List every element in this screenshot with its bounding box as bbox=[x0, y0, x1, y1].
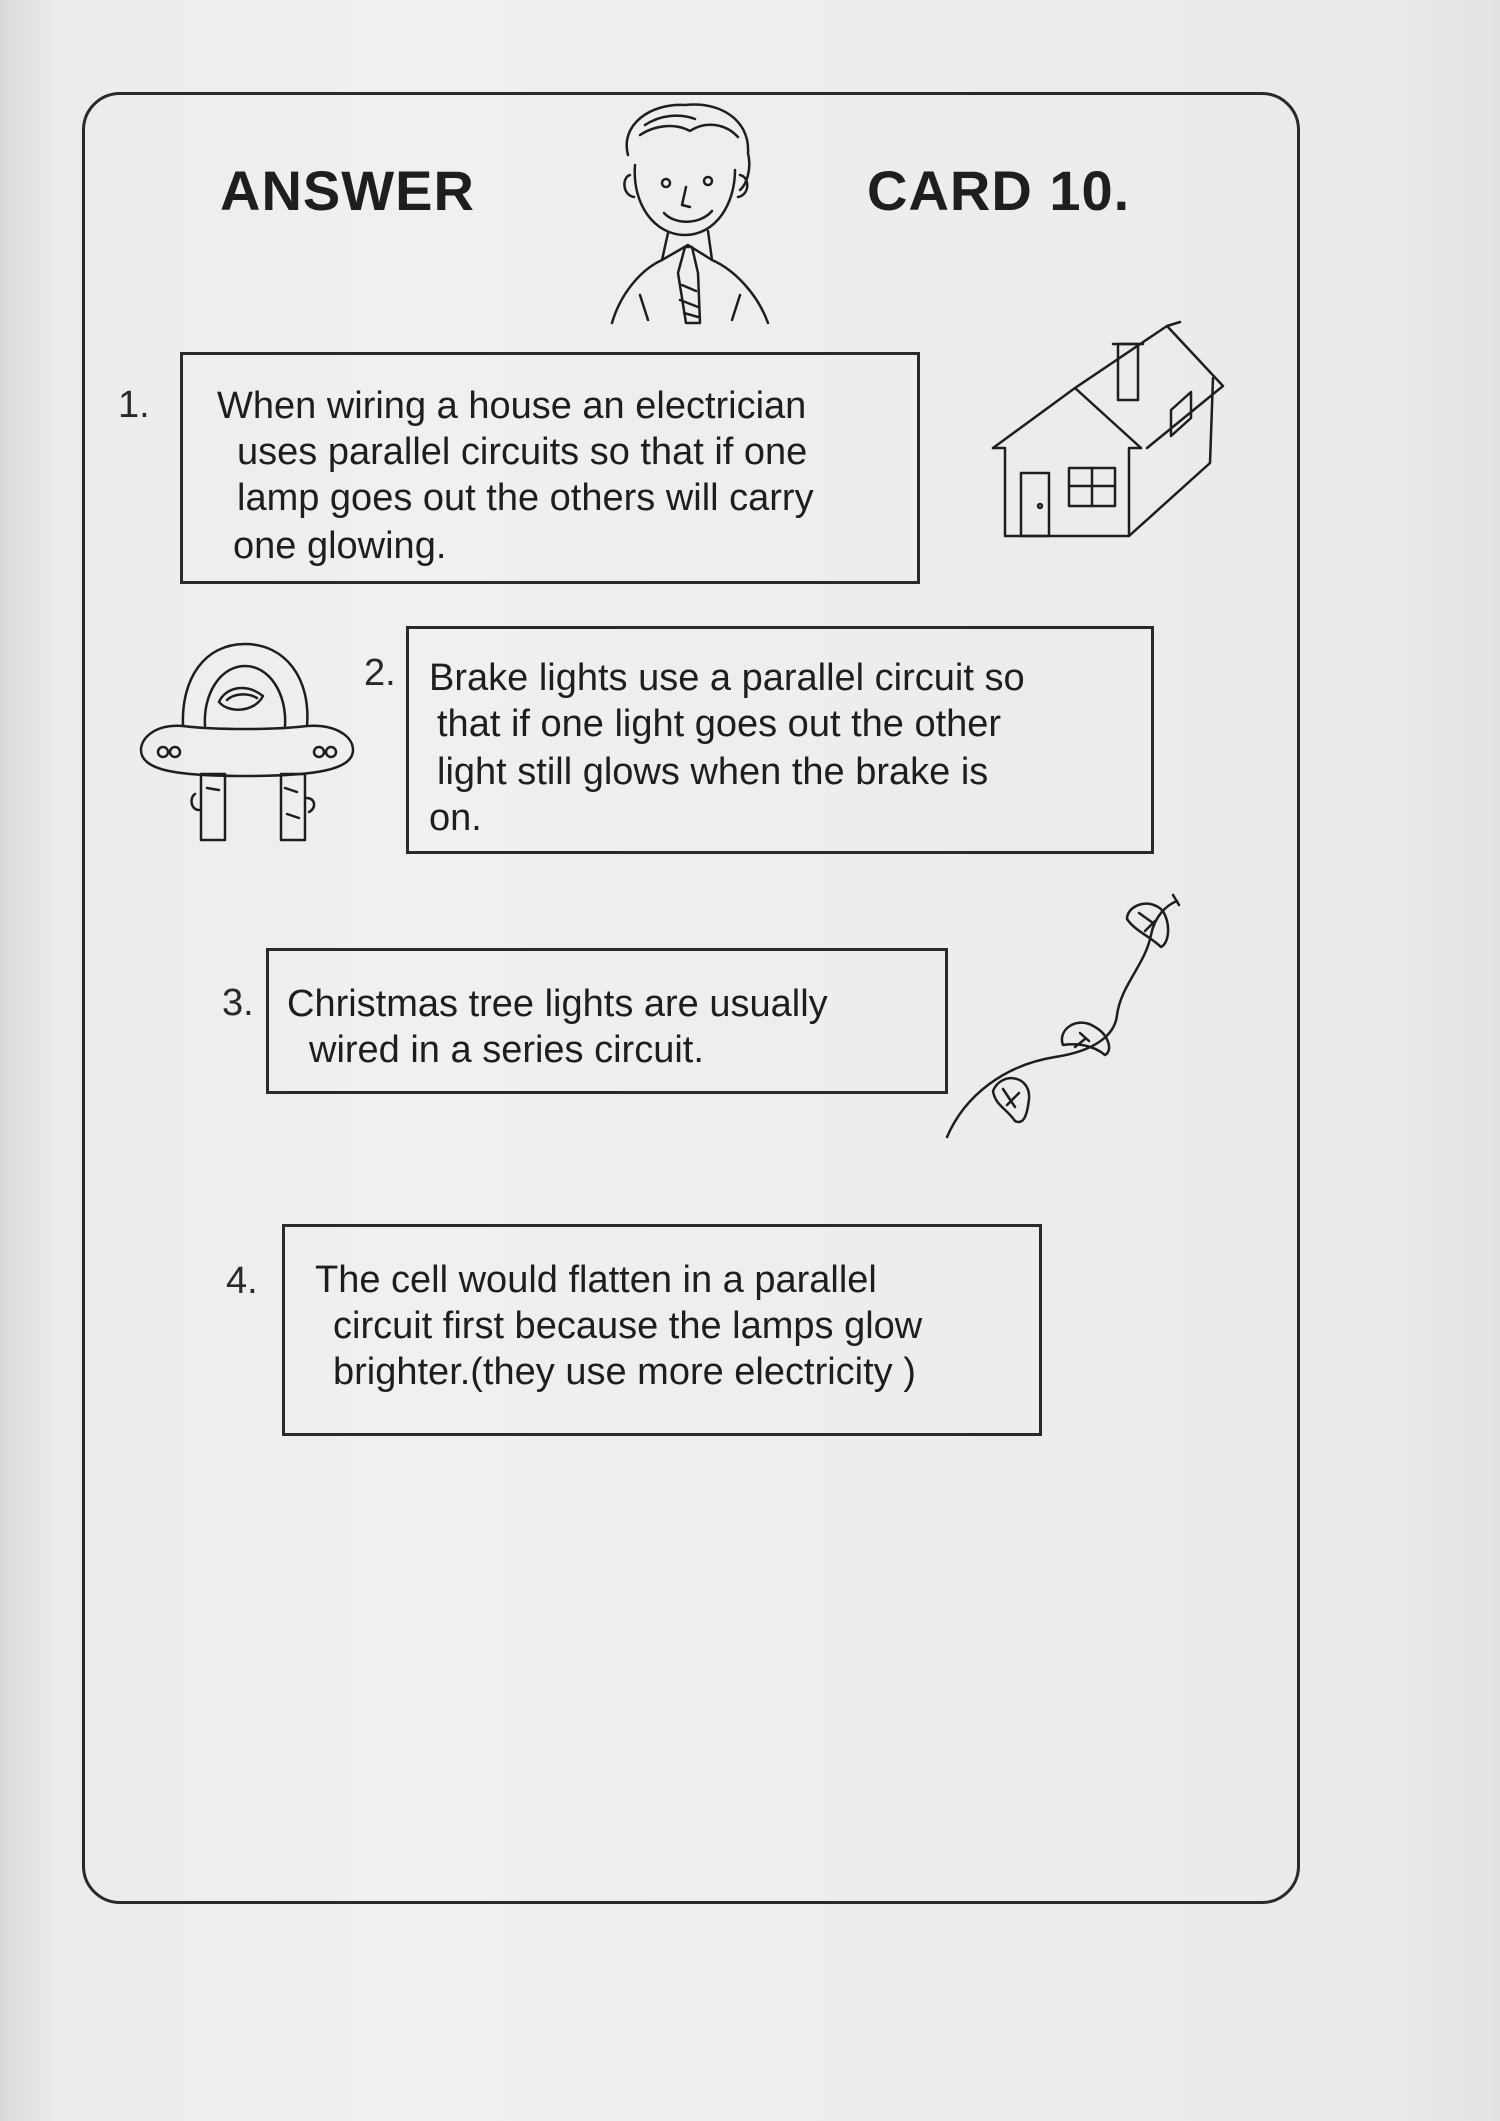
answer-3-line-2: wired in a series circuit. bbox=[309, 1029, 704, 1071]
answer-3-line-1: Christmas tree lights are usually bbox=[287, 983, 828, 1025]
answer-1-line-1: When wiring a house an electrician bbox=[217, 385, 807, 427]
answer-1-line-3: lamp goes out the others will carry bbox=[237, 477, 814, 519]
card-title-answer: ANSWER bbox=[220, 159, 475, 222]
answer-4-number: 4. bbox=[226, 1260, 258, 1302]
answer-2-number: 2. bbox=[364, 652, 396, 694]
answer-3-box bbox=[266, 948, 948, 1094]
answer-2-box bbox=[406, 626, 1154, 854]
house-illustration-icon bbox=[985, 318, 1225, 543]
man-illustration-icon bbox=[600, 95, 780, 335]
answer-4-line-1: The cell would flatten in a parallel bbox=[315, 1259, 877, 1301]
answer-2-line-1: Brake lights use a parallel circuit so bbox=[429, 657, 1025, 699]
answer-4-box bbox=[282, 1224, 1042, 1436]
answer-2-line-2: that if one light goes out the other bbox=[437, 703, 1002, 745]
answer-3-number: 3. bbox=[222, 982, 254, 1024]
car-illustration-icon bbox=[135, 638, 365, 848]
answer-1-number: 1. bbox=[118, 384, 150, 426]
answer-1-line-2: uses parallel circuits so that if one bbox=[237, 431, 808, 473]
answer-4-line-2: circuit first because the lamps glow bbox=[333, 1305, 923, 1347]
answer-2-line-3: light still glows when the brake is bbox=[437, 751, 989, 793]
answer-1-box bbox=[180, 352, 920, 584]
answer-2-line-4: on. bbox=[429, 797, 482, 839]
christmas-lights-illustration-icon bbox=[945, 895, 1195, 1145]
answer-4-line-3: brighter.(they use more electricity ) bbox=[333, 1351, 916, 1393]
answer-1-line-4: one glowing. bbox=[233, 525, 447, 567]
card-title-number: CARD 10. bbox=[867, 159, 1131, 222]
